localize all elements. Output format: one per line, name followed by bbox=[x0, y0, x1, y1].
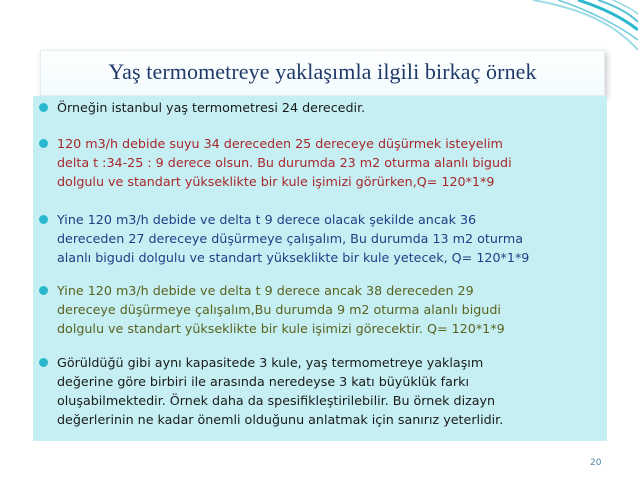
bullet-text: Örneğin istanbul yaş termometresi 24 derecedir. bbox=[57, 100, 366, 115]
bullet-dot-icon bbox=[39, 139, 48, 148]
slide-title: Yaş termometreye yaklaşımla ilgili birkaç örnek bbox=[108, 59, 537, 84]
bullet-text: 120 m3/h debide suyu 34 dereceden 25 dereceye düşürmek isteyelim delta t :34-25 : 9 derece olsun. Bu durumda 23 m2 oturma alanlı bigudi dolgulu ve standart yükseklikte bir kule işimizi görürken,Q= 120*1*9 bbox=[57, 136, 512, 189]
bullet-item bbox=[33, 281, 603, 338]
bullet-text: Görüldüğü gibi aynı kapasitede 3 kule, yaş termometreye yaklaşım değerine göre birbiri ile arasında neredeyse 3 katı büyüklük farkı oluşabilmektedir. Örnek daha da spesifikleştirilebilir. Bu örnek dizayn değerlerinin ne kadar önemli olduğunu anlatmak için sanırız yeterlidir. bbox=[57, 355, 504, 427]
bullet-dot-icon bbox=[39, 103, 48, 112]
content-box bbox=[33, 96, 607, 441]
bullet-item bbox=[33, 353, 603, 429]
bullet-dot-icon bbox=[39, 215, 48, 224]
bullet-dot-icon bbox=[39, 358, 48, 367]
bullet-item bbox=[33, 210, 603, 267]
bullet-text: Yine 120 m3/h debide ve delta t 9 derece ancak 38 dereceden 29 dereceye düşürmeye çalışalım,Bu durumda 9 m2 oturma alanlı bigudi dolgulu ve standart yükseklikte bir kule işimizi görecektir. Q= 120*1*9 bbox=[57, 283, 505, 336]
bullet-item bbox=[33, 134, 603, 191]
bullet-text: Yine 120 m3/h debide ve delta t 9 derece olacak şekilde ancak 36 dereceden 27 dereceye düşürmeye çalışalım, Bu durumda 13 m2 oturma alanlı bigudi dolgulu ve standart yükseklikte bir kule yetecek, Q= 120*1*9 bbox=[57, 212, 530, 265]
bullet-item bbox=[33, 98, 603, 117]
bullet-dot-icon bbox=[39, 286, 48, 295]
title-box bbox=[40, 50, 605, 96]
page-number: 20 bbox=[590, 458, 602, 468]
